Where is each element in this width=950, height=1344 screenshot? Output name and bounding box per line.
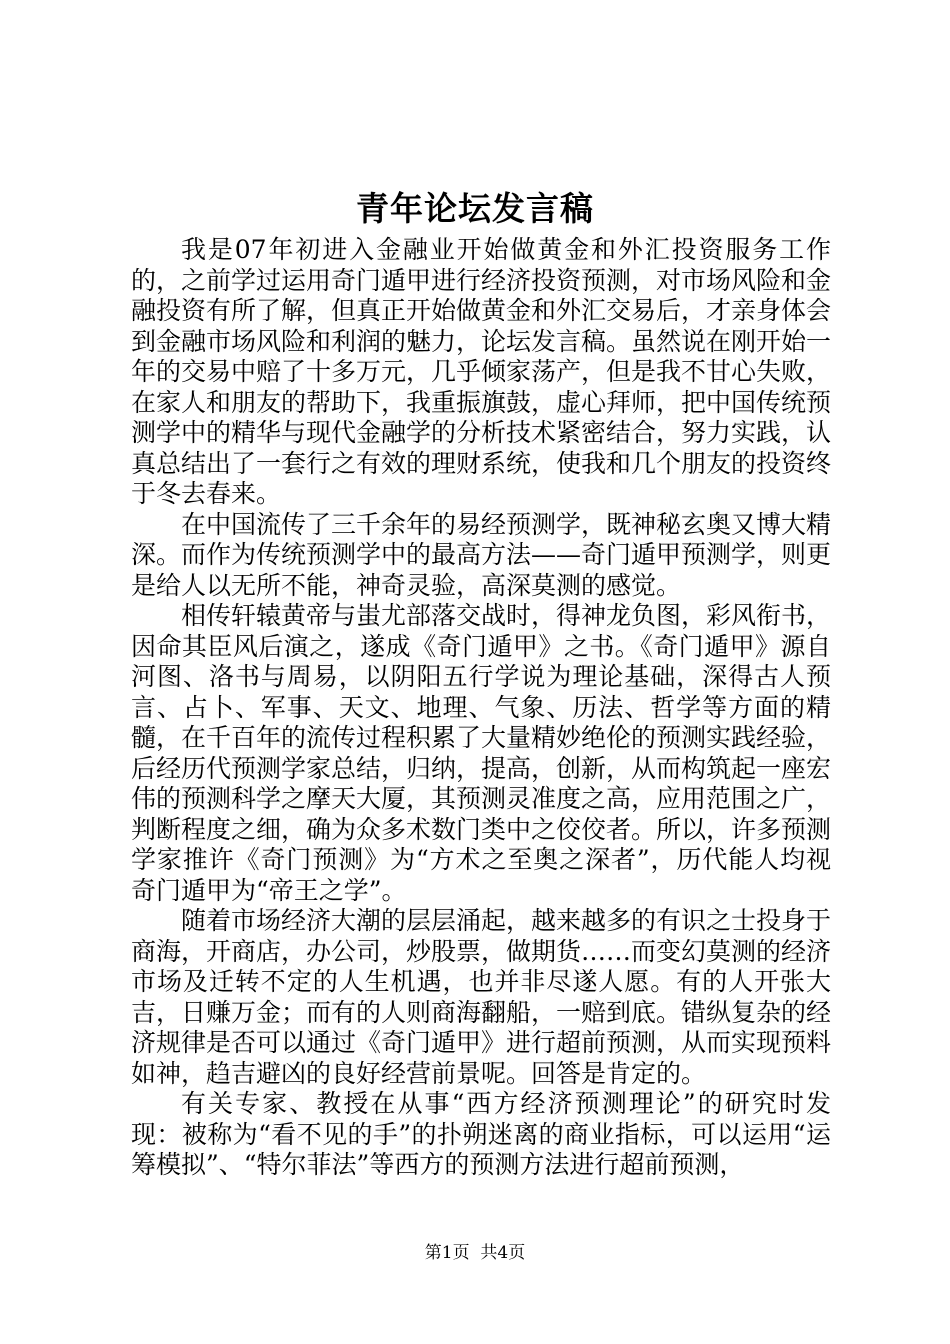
paragraph-1: 我是07年初进入金融业开始做黄金和外汇投资服务工作的，之前学过运用奇门遁甲进行经济投资预测，对市场风险和金融投资有所了解，但真正开始做黄金和外汇交易后，才亲身体会到金融市场风险和利润的魅力，论坛发言稿。虽然说在刚开始一年的交易中赔了十多万元，几乎倾家荡产，但是我不甘心失败，在家人和朋友的帮助下，我重振旗鼓，虚心拜师，把中国传统预测学中的精华与现代金融学的分析技术紧密结合，努力实践，认真总结出了一套行之有效的理财系统，使我和几个朋友的投资终于冬去春来。 (131, 235, 832, 508)
paragraph-3: 相传轩辕黄帝与蚩尤部落交战时，得神龙负图，彩风衔书，因命其臣风后演之，遂成《奇门遁甲》之书。《奇门遁甲》源自河图、洛书与周易，以阴阳五行学说为理论基础，深得古人预言、占卜、军事、天文、地理、气象、历法、哲学等方面的精髓，在千百年的流传过程积累了大量精妙绝伦的预测实践经验，后经历代预测学家总结，归纳，提高，创新，从而构筑起一座宏伟的预测科学之摩天大厦，其预测灵准度之高，应用范围之广，判断程度之细，确为众多术数门类中之佼佼者。所以，许多预测学家推许《奇门预测》为“方术之至奥之深者”，历代能人均视奇门遁甲为“帝王之学”。 (131, 601, 832, 905)
page-number: 第1页 共4页 (424, 1243, 526, 1263)
paragraph-2: 在中国流传了三千余年的易经预测学，既神秘玄奥又博大精深。而作为传统预测学中的最高方法——奇门遁甲预测学，则更是给人以无所不能，神奇灵验，高深莫测的感觉。 (131, 509, 832, 600)
document-body (131, 235, 831, 1181)
paragraph-4: 随着市场经济大潮的层层涌起，越来越多的有识之士投身于商海，开商店，办公司，炒股票，做期货……而变幻莫测的经济市场及迁转不定的人生机遇，也并非尽遂人愿。有的人开张大吉，日赚万金；而有的人则商海翻船，一赔到底。错纵复杂的经济规律是否可以通过《奇门遁甲》进行超前预测，从而实现预料如神，趋吉避凶的良好经营前景呢。回答是肯定的。 (131, 906, 832, 1088)
document-title: 青年论坛发言稿 (356, 189, 594, 228)
paragraph-5: 有关专家、教授在从事“西方经济预测理论”的研究时发现：被称为“看不见的手”的扑朔迷离的商业指标，可以运用“运筹模拟”、“特尔菲法”等西方的预测方法进行超前预测， (131, 1089, 831, 1179)
page-footer (0, 1241, 950, 1265)
